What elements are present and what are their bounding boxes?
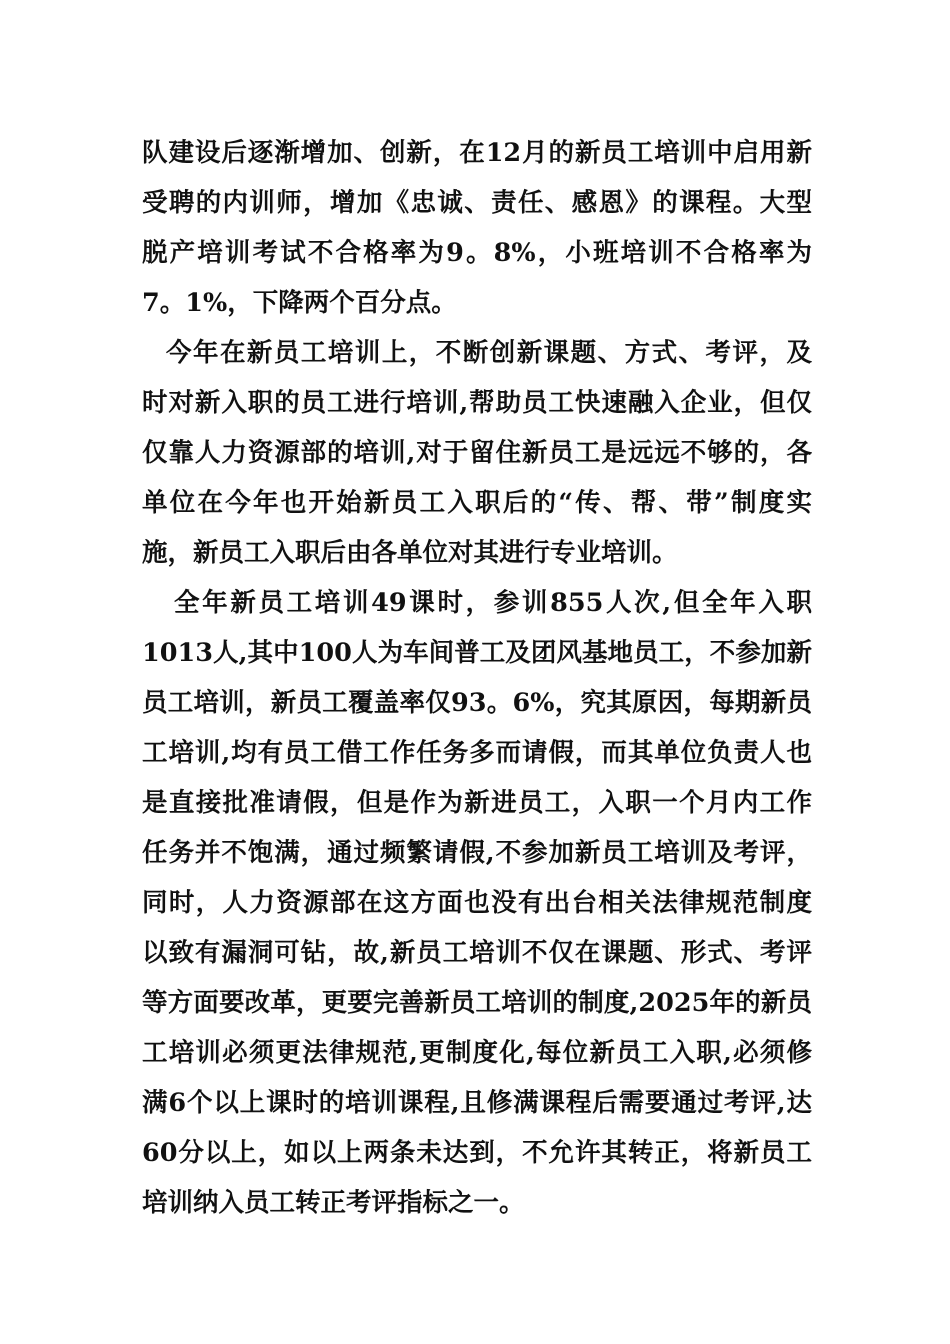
text-line: 7。1%，下降两个百分点。 (142, 288, 457, 318)
text-line: 脱产培训考试不合格率为9。8%，小班培训不合格率为 (142, 238, 812, 268)
text-line: 员工培训，新员工覆盖率仅93。6%，究其原因，每期新员 (142, 688, 812, 718)
paragraph-1 (142, 128, 812, 328)
paragraph-2 (142, 328, 812, 578)
text-line: 时对新入职的员工进行培训,帮助员工快速融入企业，但仅 (142, 388, 812, 418)
text-line: 今年在新员工培训上，不断创新课题、方式、考评，及 (166, 338, 812, 368)
text-line: 工培训,均有员工借工作任务多而请假，而其单位负责人也 (142, 738, 812, 768)
text-line: 任务并不饱满，通过频繁请假,不参加新员工培训及考评， (142, 838, 812, 868)
text-line: 仅靠人力资源部的培训,对于留住新员工是远远不够的，各 (142, 438, 812, 468)
text-line: 满6个以上课时的培训课程,且修满课程后需要通过考评,达 (142, 1088, 812, 1118)
text-line: 队建设后逐渐增加、创新，在12月的新员工培训中启用新 (142, 138, 812, 168)
text-line: 是直接批准请假，但是作为新进员工，入职一个月内工作 (142, 788, 812, 818)
text-line: 60分以上，如以上两条未达到，不允许其转正，将新员工 (142, 1138, 812, 1168)
paragraph-3 (142, 578, 812, 1228)
document-body (142, 128, 812, 1228)
text-line: 工培训必须更法律规范,更制度化,每位新员工入职,必须修 (142, 1038, 812, 1068)
text-line: 培训纳入员工转正考评指标之一。 (142, 1188, 525, 1218)
text-line: 施，新员工入职后由各单位对其进行专业培训。 (142, 538, 678, 568)
text-line: 同时，人力资源部在这方面也没有出台相关法律规范制度 (142, 888, 812, 918)
text-line: 受聘的内训师，增加《忠诚、责任、感恩》的课程。大型 (142, 188, 812, 218)
text-line: 1013人,其中100人为车间普工及团风基地员工，不参加新 (142, 638, 812, 668)
text-line: 全年新员工培训49课时，参训855人次,但全年入职 (174, 588, 812, 618)
text-line: 以致有漏洞可钻，故,新员工培训不仅在课题、形式、考评 (142, 938, 812, 968)
text-line: 等方面要改革，更要完善新员工培训的制度,2025年的新员 (142, 988, 812, 1018)
text-line: 单位在今年也开始新员工入职后的“传、帮、带”制度实 (142, 488, 812, 518)
